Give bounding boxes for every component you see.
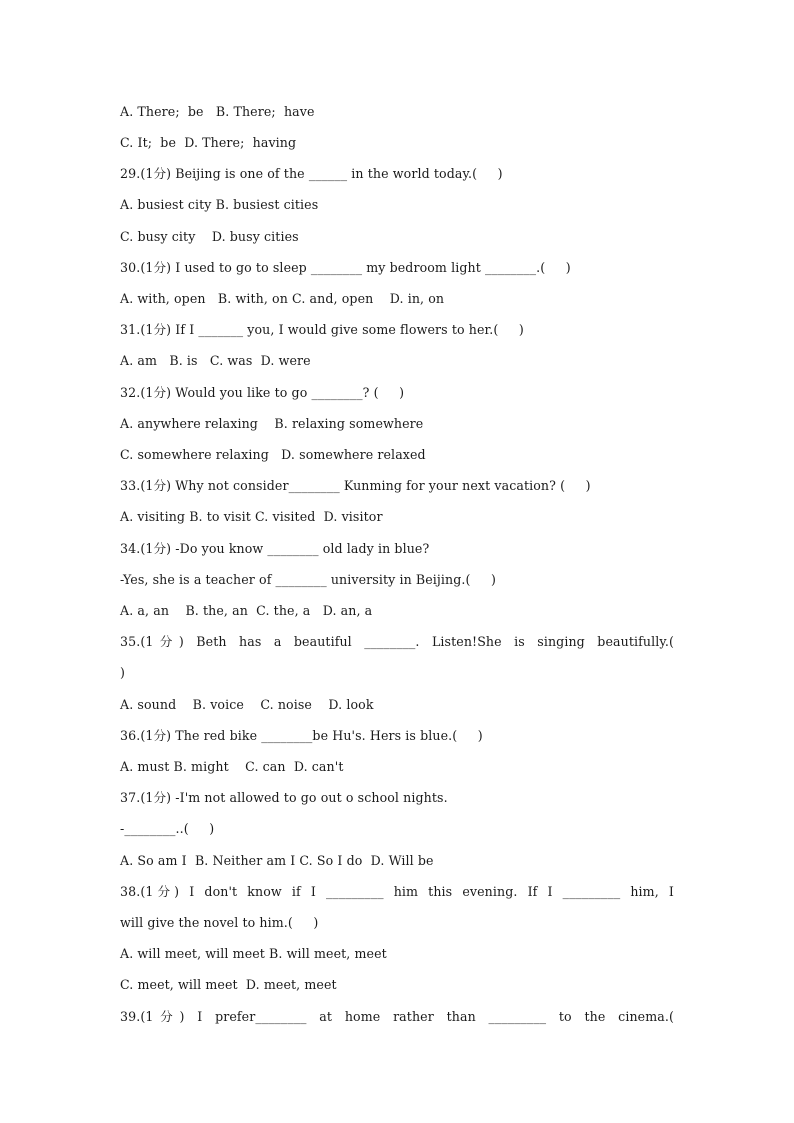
question-34-line2: -Yes, she is a teacher of ________ university in Beijing.( ) (120, 572, 497, 587)
answer-options-32-line1: A. anywhere relaxing B. relaxing somewhere (120, 416, 424, 431)
question-39: 39.(1分) I prefer________ at home rather than _________ to the cinema.( (120, 1009, 674, 1024)
question-37-line1: 37.(1分) -I'm not allowed to go out o school nights. (120, 790, 448, 805)
answer-options-32-line2: C. somewhere relaxing D. somewhere relaxed (120, 447, 426, 462)
question-36: 36.(1分) The red bike ________be Hu's. Hers is blue.( ) (120, 728, 483, 743)
answer-options-36: A. must B. might C. can D. can't (120, 759, 344, 774)
answer-options-35: A. sound B. voice C. noise D. look (120, 697, 374, 712)
answer-options-38-line1: A. will meet, will meet B. will meet, meet (120, 946, 387, 961)
question-35-line2: ) (120, 665, 126, 680)
answer-options-29-line1: A. busiest city B. busiest cities (120, 197, 319, 212)
answer-options-28-line2: C. It; be D. There; having (120, 135, 297, 150)
question-38-line2: will give the novel to him.( ) (120, 915, 319, 930)
answer-options-31: A. am B. is C. was D. were (120, 353, 311, 368)
question-29: 29.(1分) Beijing is one of the ______ in the world today.( ) (120, 166, 503, 181)
question-33: 33.(1分) Why not consider________ Kunming for your next vacation? ( ) (120, 478, 591, 493)
answer-options-28-line1: A. There; be B. There; have (120, 104, 315, 119)
question-38-line1: 38.(1分) I don't know if I _________ him this evening. If I _________ him, I (120, 884, 674, 899)
question-32: 32.(1分) Would you like to go ________? ( ) (120, 385, 405, 400)
answer-options-38-line2: C. meet, will meet D. meet, meet (120, 977, 337, 992)
question-37-line2: -________..( ) (120, 821, 215, 836)
question-31: 31.(1分) If I _______ you, I would give some flowers to her.( ) (120, 322, 524, 337)
answer-options-29-line2: C. busy city D. busy cities (120, 229, 299, 244)
answer-options-37: A. So am I B. Neither am I C. So I do D. Will be (120, 853, 434, 868)
answer-options-30: A. with, open B. with, on C. and, open D. in, on (120, 291, 445, 306)
question-35-line1: 35.(1分) Beth has a beautiful ________. Listen!She is singing beautifully.( (120, 634, 674, 649)
question-34-line1: 34.(1分) -Do you know ________ old lady in blue? (120, 541, 430, 556)
question-30: 30.(1分) I used to go to sleep ________ my bedroom light ________.( ) (120, 260, 571, 275)
answer-options-33: A. visiting B. to visit C. visited D. visitor (120, 509, 383, 524)
answer-options-34: A. a, an B. the, an C. the, a D. an, a (120, 603, 373, 618)
